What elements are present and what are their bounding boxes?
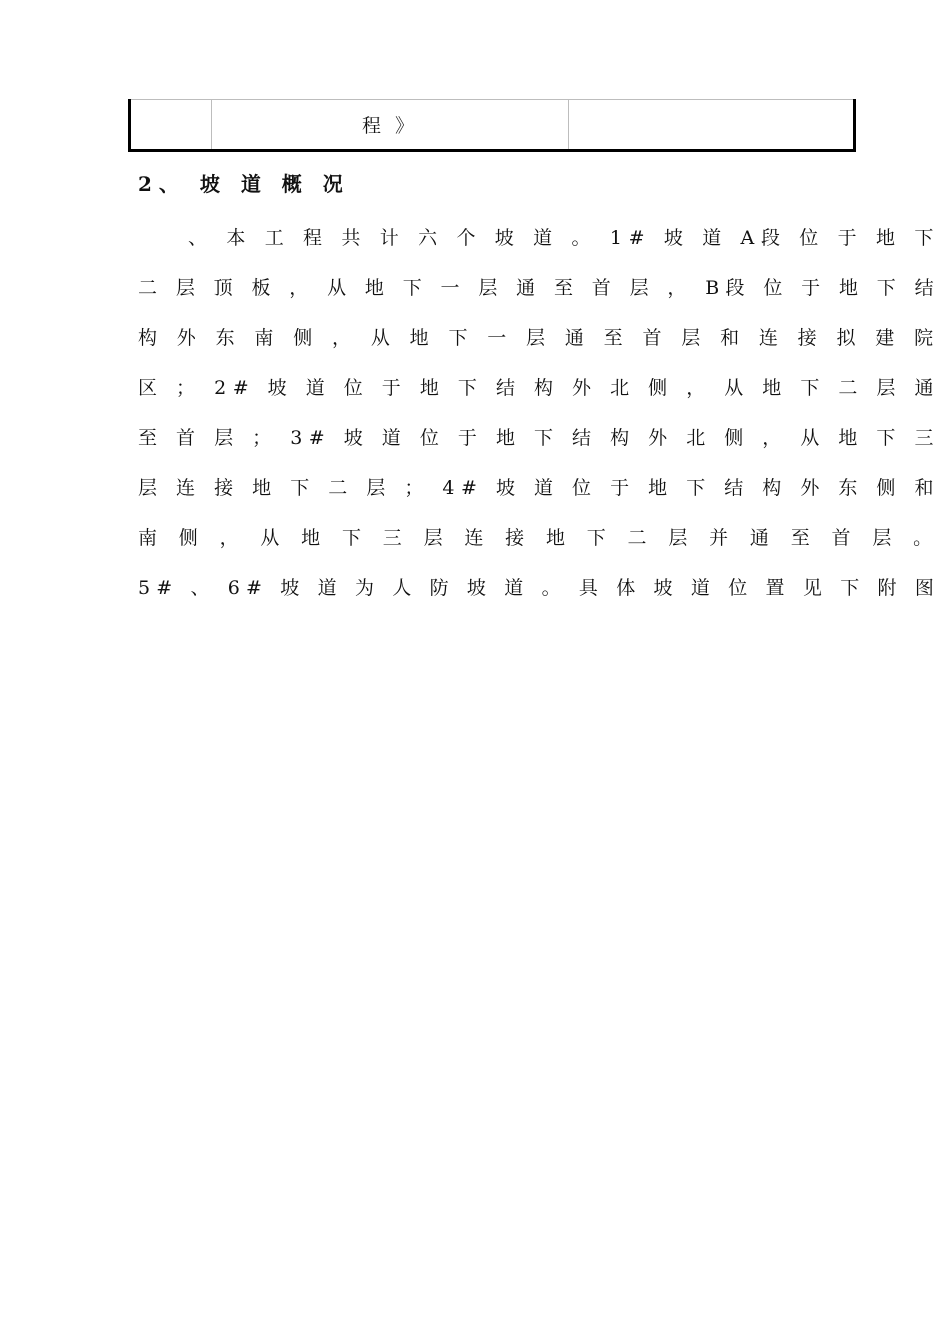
paragraph-line-4: 区 ； 2# 坡 道 位 于 地 下 结 构 外 北 侧 ， 从 地 下 二 层 通: [138, 377, 940, 399]
paragraph-line-5: 至 首 层 ； 3# 坡 道 位 于 地 下 结 构 外 北 侧 ， 从 地 下 三: [138, 427, 940, 449]
table-row: [130, 100, 855, 151]
table-cell-1: [130, 100, 212, 151]
table-cell-2: 程 》: [212, 100, 569, 151]
paragraph-line-1: 、 本 工 程 共 计 六 个 坡 道 。 1# 坡 道 A段 位 于 地 下: [188, 227, 940, 249]
paragraph-line-7: 南 侧 ， 从 地 下 三 层 连 接 地 下 二 层 并 通 至 首 层 。: [138, 527, 940, 549]
table-cell-3: [569, 100, 855, 151]
paragraph-line-3: 构 外 东 南 侧 ， 从 地 下 一 层 通 至 首 层 和 连 接 拟 建 院: [138, 327, 940, 349]
paragraph-line-8: 5# 、 6# 坡 道 为 人 防 坡 道 。 具 体 坡 道 位 置 见 下 附 图: [138, 577, 940, 599]
table-fragment: [128, 99, 856, 152]
paragraph-line-6: 层 连 接 地 下 二 层 ； 4# 坡 道 位 于 地 下 结 构 外 东 侧 和: [138, 477, 940, 499]
paragraph-line-2: 二 层 顶 板 ， 从 地 下 一 层 通 至 首 层 ， B段 位 于 地 下 结: [138, 277, 940, 299]
section-heading: 2、 坡 道 概 况: [138, 172, 350, 196]
